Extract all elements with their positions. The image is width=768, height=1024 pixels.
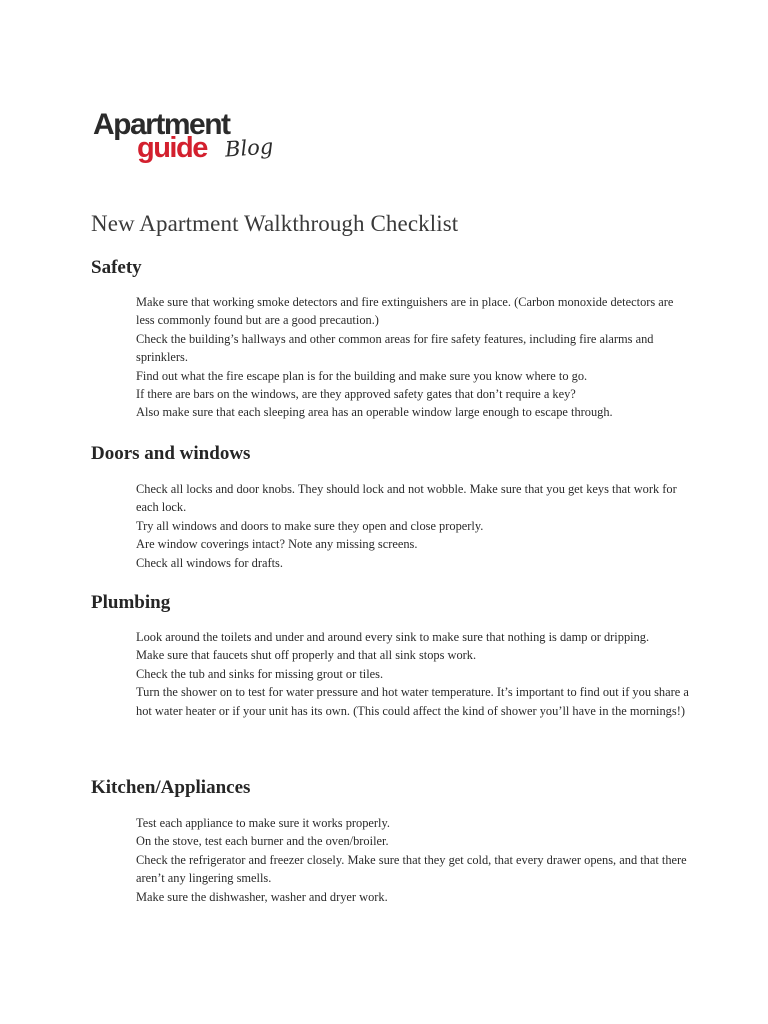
checklist-item: Try all windows and doors to make sure they open and close properly.: [136, 518, 484, 533]
section-heading: Doors and windows: [91, 443, 251, 464]
checklist-item: Are window coverings intact? Note any missing screens.: [136, 537, 418, 552]
checklist-item: Check the building’s hallways and other common areas for fire safety features, including fire alarms and sprinklers.: [136, 331, 654, 365]
checklist-item: Check the refrigerator and freezer closely. Make sure that they get cold, that every drawer opens, and that there aren’t any lingering smells.: [136, 852, 687, 886]
checklist: [91, 628, 691, 720]
section-heading: Kitchen/Appliances: [91, 777, 251, 798]
section-heading: Plumbing: [91, 592, 171, 613]
section-kitchen-appliances: [91, 776, 691, 906]
checklist-item: Find out what the fire escape plan is for the building and make sure you know where to go.: [136, 368, 588, 383]
checklist-item: Also make sure that each sleeping area has an operable window large enough to escape through.: [136, 405, 613, 420]
checklist: [91, 814, 691, 906]
logo-apartment-text: Apartment: [93, 108, 230, 141]
section-safety: [91, 256, 691, 422]
checklist-item: If there are bars on the windows, are they approved safety gates that don’t require a key?: [136, 387, 576, 402]
checklist-item: Test each appliance to make sure it works properly.: [136, 816, 390, 830]
checklist: [91, 480, 691, 572]
apartment-guide-blog-logo: [93, 110, 273, 166]
checklist-item: Make sure that working smoke detectors and fire extinguishers are in place. (Carbon monoxide detectors are less commonly found but are a good precaution.): [136, 295, 674, 328]
checklist-item: Check the tub and sinks for missing grout or tiles.: [136, 666, 384, 681]
logo-guide-text: guide: [137, 132, 207, 164]
checklist-item: On the stove, test each burner and the oven/broiler.: [136, 834, 389, 849]
checklist-item: Turn the shower on to test for water pressure and hot water temperature. It’s important to find out if you share a hot water heater or if your unit has its own. (This could affect the kind of shower you’ll have in the mornings!): [136, 685, 689, 718]
checklist-item: Look around the toilets and under and around every sink to make sure that nothing is damp or dripping.: [136, 630, 650, 644]
checklist-item: Check all locks and door knobs. They should lock and not wobble. Make sure that you get keys that work for each lock.: [136, 482, 677, 515]
checklist-item: Check all windows for drafts.: [136, 555, 283, 570]
document-title: New Apartment Walkthrough Checklist: [91, 211, 459, 236]
section-plumbing: [91, 591, 691, 720]
checklist-item: Make sure the dishwasher, washer and dryer work.: [136, 889, 388, 904]
section-heading: Safety: [91, 257, 142, 278]
logo-blog-script: Blog: [224, 134, 275, 162]
checklist: [91, 293, 691, 422]
section-doors-and-windows: [91, 442, 691, 572]
checklist-item: Make sure that faucets shut off properly and that all sink stops work.: [136, 648, 477, 663]
